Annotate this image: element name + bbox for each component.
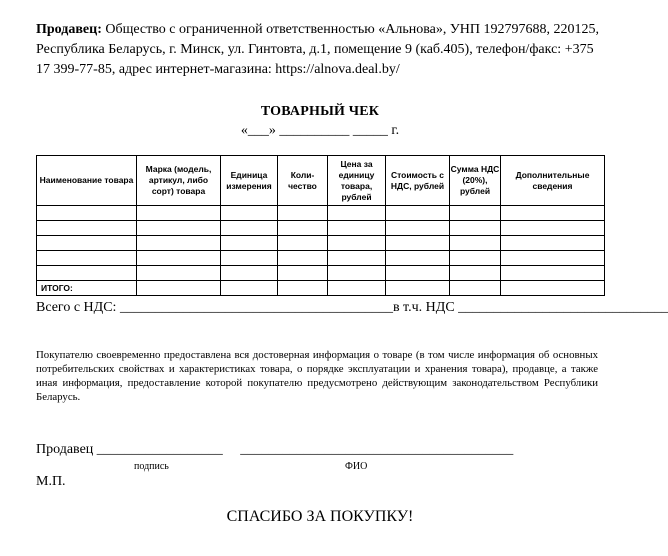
table-cell xyxy=(221,281,278,296)
table-cell xyxy=(328,206,386,221)
table-cell xyxy=(221,206,278,221)
table-cell xyxy=(450,281,501,296)
receipt-date-line: «___» __________ _____ г. xyxy=(240,123,400,138)
table-cell xyxy=(501,221,605,236)
table-cell xyxy=(501,266,605,281)
table-cell xyxy=(37,266,137,281)
table-total-row xyxy=(37,281,605,296)
table-row xyxy=(37,251,605,266)
table-cell xyxy=(386,221,450,236)
consumer-notice: Покупателю своевременно предоставлена вся достоверная информация о товаре (в том числе информация об основных потребительских свойствах и характеристиках товара, о порядке эксплуатации и хранения товара), продавце, а также иная информация, предоставление которой покупателю предусмотрено действующим законодательством Республики Беларусь. xyxy=(36,349,598,403)
total-with-vat-blank: _______________________________________ xyxy=(119,300,393,315)
table-cell xyxy=(137,236,221,251)
table-cell xyxy=(137,206,221,221)
table-cell xyxy=(450,236,501,251)
col-header-vat-amount: Сумма НДС (20%), рублей xyxy=(450,156,501,206)
table-cell xyxy=(221,221,278,236)
table-cell xyxy=(278,251,328,266)
table-cell xyxy=(386,206,450,221)
signature-blank: __________________ xyxy=(96,442,223,457)
table-row xyxy=(37,206,605,221)
col-header-unit-price: Цена за единицу товара, рублей xyxy=(328,156,386,206)
table-cell xyxy=(278,266,328,281)
table-cell xyxy=(328,266,386,281)
table-cell xyxy=(328,251,386,266)
col-header-quantity: Коли-чество xyxy=(278,156,328,206)
table-cell xyxy=(137,281,221,296)
table-cell xyxy=(37,251,137,266)
table-cell xyxy=(137,221,221,236)
table-cell xyxy=(278,221,328,236)
table-cell xyxy=(450,221,501,236)
table-cell xyxy=(221,251,278,266)
table-cell xyxy=(501,251,605,266)
seller-details: Общество с ограниченной ответственностью «Альнова», УНП 192797688, 220125, Республика Беларусь, г. Минск, ул. Гинтовта, д.1, помещение 9 (каб.405), телефон/факс: +375 17 399-77-85, адрес интернет-магазина: https://alnova.deal.by/ xyxy=(36,22,599,77)
table-cell xyxy=(450,266,501,281)
goods-table xyxy=(36,155,605,296)
table-row xyxy=(37,221,605,236)
table-cell xyxy=(501,236,605,251)
seller-signature-line xyxy=(36,442,513,458)
table-cell xyxy=(501,281,605,296)
col-header-cost-with-vat: Стоимость с НДС, рублей xyxy=(386,156,450,206)
total-with-vat-label: Всего с НДС: xyxy=(36,300,117,315)
seller-info xyxy=(36,20,608,80)
table-cell xyxy=(221,266,278,281)
table-cell xyxy=(37,206,137,221)
table-cell xyxy=(37,221,137,236)
receipt-title: ТОВАРНЫЙ ЧЕК xyxy=(260,104,380,119)
table-cell xyxy=(328,236,386,251)
table-header-row xyxy=(37,156,605,206)
table-cell xyxy=(501,206,605,221)
totals-line xyxy=(36,300,668,316)
table-cell xyxy=(328,221,386,236)
table-cell xyxy=(328,281,386,296)
vat-included-blank: ______________________________ xyxy=(458,300,668,315)
table-cell xyxy=(386,251,450,266)
signature-caption: подпись xyxy=(134,461,169,472)
seller-signature-label: Продавец xyxy=(36,442,94,457)
table-cell xyxy=(450,206,501,221)
table-cell xyxy=(450,251,501,266)
full-name-caption: ФИО xyxy=(345,461,368,472)
table-cell xyxy=(137,251,221,266)
table-cell xyxy=(278,236,328,251)
table-cell xyxy=(278,281,328,296)
table-body xyxy=(37,206,605,296)
table-cell xyxy=(386,266,450,281)
col-header-name: Наименование товара xyxy=(37,156,137,206)
table-cell xyxy=(37,236,137,251)
table-cell xyxy=(386,281,450,296)
thank-you-message: СПАСИБО ЗА ПОКУПКУ! xyxy=(226,508,414,525)
table-cell xyxy=(221,236,278,251)
table-row xyxy=(37,266,605,281)
table-cell xyxy=(278,206,328,221)
stamp-place-label: М.П. xyxy=(36,474,66,489)
vat-included-label: в т.ч. НДС xyxy=(392,300,455,315)
table-cell xyxy=(137,266,221,281)
col-header-brand: Марка (модель, артикул, либо сорт) товара xyxy=(137,156,221,206)
seller-label: Продавец: xyxy=(36,22,102,37)
full-name-blank: _______________________________________ xyxy=(240,442,514,457)
table-cell xyxy=(386,236,450,251)
col-header-additional-info: Дополнительные сведения xyxy=(501,156,605,206)
table-row xyxy=(37,236,605,251)
total-label-cell: ИТОГО: xyxy=(37,281,137,296)
col-header-unit: Единица измерения xyxy=(221,156,278,206)
